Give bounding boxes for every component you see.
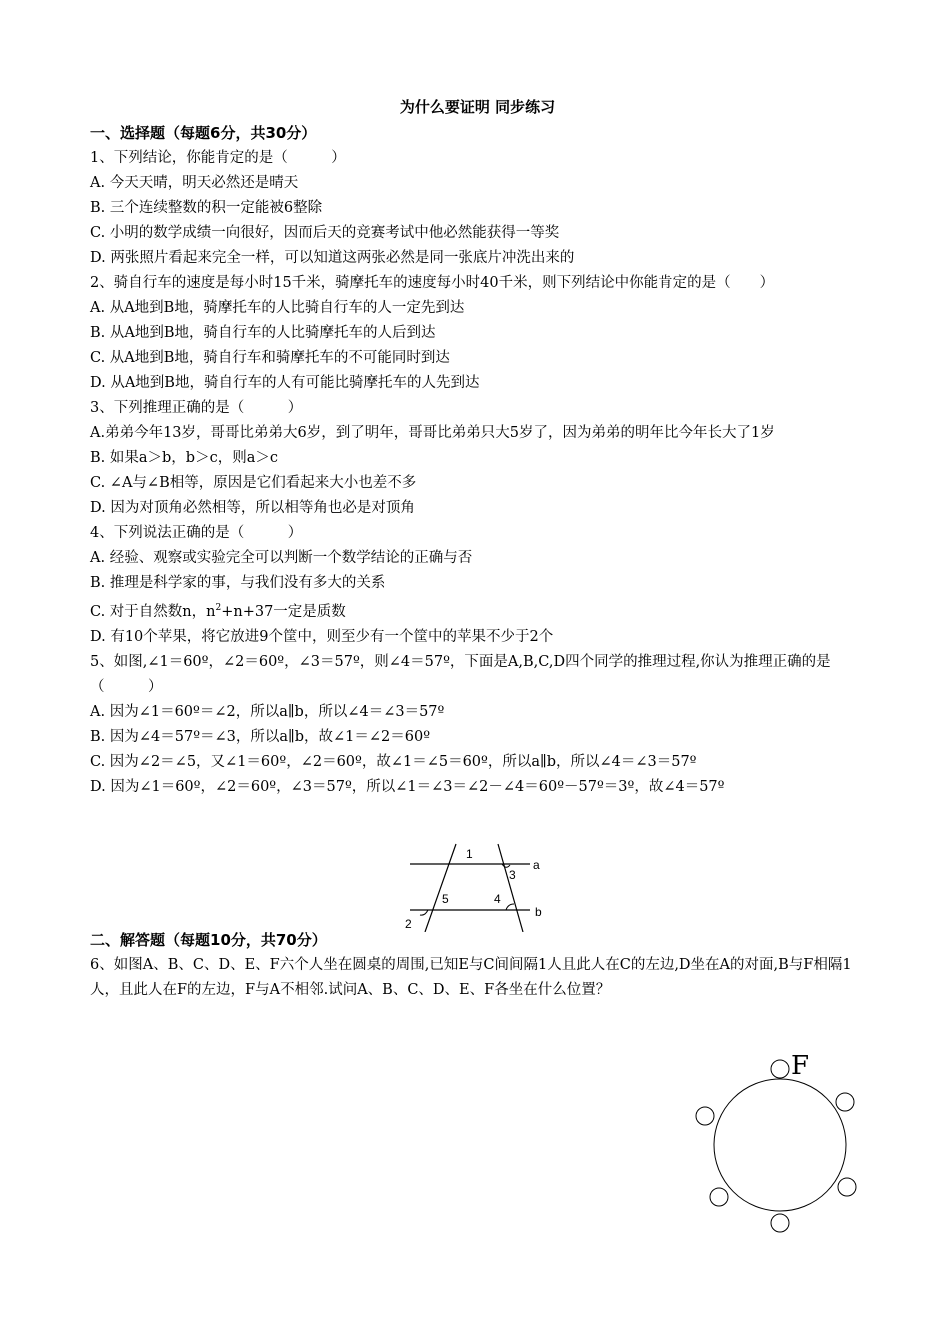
q1-option-b: B. 三个连续整数的积一定能被6整除 [90,200,323,216]
round-table [714,1079,846,1211]
q5-option-c: C. 因为∠2＝∠5，又∠1＝60º，∠2＝60º，故∠1＝∠5＝60º，所以a∥b，所以∠4＝∠3＝57º [90,753,697,770]
label-line-a: a [533,858,540,872]
seat-upper-left [696,1107,714,1125]
page-title: 为什么要证明 同步练习 [399,98,556,116]
q3-option-d: D. 因为对顶角必然相等，所以相等角也必是对顶角 [90,500,415,516]
q2-option-d: D. 从A地到B地，骑自行车的人有可能比骑摩托车的人先到达 [90,375,480,391]
label-angle-5: 5 [442,892,449,906]
q3-option-b: B. 如果a＞b，b＞c，则a＞c [90,450,278,466]
angle-mark-4 [506,904,514,910]
seat-top [771,1060,789,1078]
seat-lower-left [710,1188,728,1206]
label-angle-2: 2 [405,917,412,931]
transversal-right [498,844,523,932]
angle-mark-2 [420,910,428,915]
q5-option-b: B. 因为∠4＝57º＝∠3，所以a∥b，故∠1＝∠2＝60º [90,728,431,745]
q2-stem: 2、骑自行车的速度是每小时15千米，骑摩托车的速度每小时40千米，则下列结论中你能肯定的是（ ） [90,275,775,291]
seat-label-f: F [791,1051,810,1081]
round-table-figure [690,1050,870,1240]
label-angle-3: 3 [509,868,516,882]
q1-option-d: D. 两张照片看起来完全一样，可以知道这两张必然是同一张底片冲洗出来的 [90,250,575,266]
q4-option-c-post: +n+37一定是质数 [221,603,346,620]
q3-option-c: C. ∠A与∠B相等，原因是它们看起来大小也差不多 [90,475,417,491]
seat-upper-right [836,1093,854,1111]
label-line-b: b [535,905,542,919]
q5-option-d: D. 因为∠1＝60º，∠2＝60º，∠3＝57º，所以∠1＝∠3＝∠2－∠4＝60º－57º＝3º，故∠4＝57º [90,778,725,795]
q5-stem: 5、如图,∠1＝60º，∠2＝60º，∠3＝57º，则∠4＝57º，下面是A,B,C,D四个同学的推理过程,你认为推理正确的是（ ） [90,653,831,695]
q1-option-a: A. 今天天晴，明天必然还是晴天 [90,175,299,191]
q5-option-a: A. 因为∠1＝60º＝∠2，所以a∥b，所以∠4＝∠3＝57º [90,703,445,720]
q4-option-b: B. 推理是科学家的事，与我们没有多大的关系 [90,575,386,591]
section-heading-choice: 一、选择题（每题6分，共30分） [90,124,317,142]
q2-option-c: C. 从A地到B地，骑自行车和骑摩托车的不可能同时到达 [90,350,450,366]
q1-option-c: C. 小明的数学成绩一向很好，因而后天的竞赛考试中他必然能获得一等奖 [90,225,560,241]
q4-option-c-pre: C. 对于自然数n，n [90,603,216,620]
q4-stem: 4、下列说法正确的是（ ） [90,525,303,541]
q3-option-a: A.弟弟今年13岁，哥哥比弟弟大6岁，到了明年，哥哥比弟弟只大5岁了，因为弟弟的明年比今年长大了1岁 [90,425,775,441]
q2-option-b: B. 从A地到B地，骑自行车的人比骑摩托车的人后到达 [90,325,436,341]
q4-option-c [90,596,865,625]
seat-bottom [771,1214,789,1232]
seat-lower-right [838,1178,856,1196]
q3-stem: 3、下列推理正确的是（ ） [90,400,303,416]
q4-option-d: D. 有10个苹果，将它放进9个筐中，则至少有一个筐中的苹果不少于2个 [90,628,554,645]
label-angle-1: 1 [466,847,473,861]
q1-stem: 1、下列结论，你能肯定的是（ ） [90,150,346,166]
transversal-left [425,844,456,932]
q6-stem: 6、如图A、B、C、D、E、F六个人坐在圆桌的周围,已知E与C间间隔1人且此人在C的左边,D坐在A的对面,B与F相隔1人，且此人在F的左边，F与A不相邻.试问A、B、C、D、E、F各坐在什么位置？ [90,956,852,998]
q2-option-a: A. 从A地到B地，骑摩托车的人比骑自行车的人一定先到达 [90,300,465,316]
parallel-lines-figure [398,842,558,932]
section-heading-answer: 二、解答题（每题10分，共70分） [90,930,327,949]
label-angle-4: 4 [494,892,501,906]
q4-option-c-exponent: 2 [215,603,222,613]
q4-option-a: A. 经验、观察或实验完全可以判断一个数学结论的正确与否 [90,550,473,566]
